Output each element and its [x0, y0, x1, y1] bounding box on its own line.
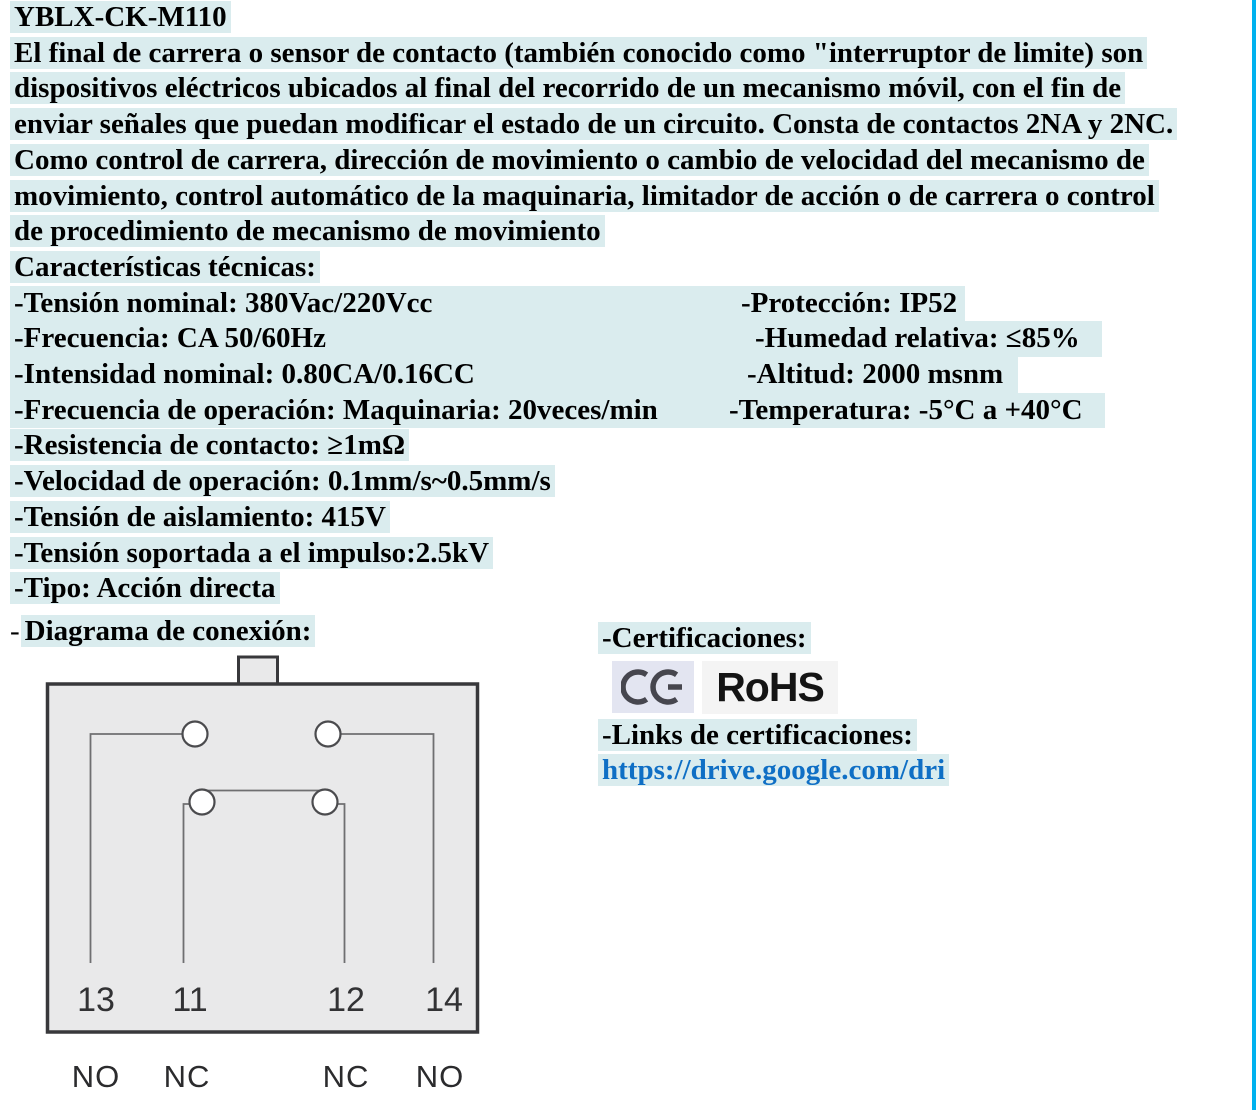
- certifications-section: [598, 621, 949, 789]
- spec-row: -Tipo: Acción directa: [10, 571, 1250, 607]
- description-line: dispositivos eléctricos ubicados al final del recorrido de un mecanismo móvil, con el fin de: [10, 71, 1250, 107]
- tech-specs-heading: Características técnicas:: [10, 250, 1250, 286]
- spec-row: -Velocidad de operación: 0.1mm/s~0.5mm/s: [10, 464, 1250, 500]
- description-line: movimiento, control automático de la maquinaria, limitador de acción o de carrera o control: [10, 179, 1250, 215]
- spec-row: -Tensión de aislamiento: 415V: [10, 500, 1250, 536]
- connection-diagram-heading: - Diagrama de conexión:: [10, 614, 1250, 650]
- certification-links-heading: -Links de certificaciones:: [598, 718, 949, 754]
- ce-mark-icon: [621, 667, 685, 707]
- contact-circle: [183, 722, 208, 747]
- spec-row: [10, 357, 1018, 393]
- contact-circle: [316, 722, 341, 747]
- page-right-accent-border: [1252, 0, 1256, 1110]
- spec-right: -Altitud: 2000 msnm: [747, 358, 1004, 391]
- heading-dash: -: [10, 614, 20, 647]
- contact-type-label: NC: [322, 1059, 370, 1094]
- spec-left: -Intensidad nominal: 0.80CA/0.16CC: [14, 358, 475, 391]
- spec-right: -Temperatura: -5°C a +40°C: [729, 393, 1083, 426]
- certification-link[interactable]: https://drive.google.com/dri: [598, 754, 949, 786]
- spec-left: -Frecuencia: CA 50/60Hz: [14, 322, 326, 355]
- contact-circle: [190, 790, 215, 815]
- contact-circle: [313, 790, 338, 815]
- spec-row: [10, 321, 1102, 357]
- terminal-number: 14: [425, 981, 463, 1019]
- description-line: Como control de carrera, dirección de movimiento o cambio de velocidad del mecanismo de: [10, 143, 1250, 179]
- spec-row: [10, 286, 965, 322]
- certification-logos: [612, 661, 949, 714]
- terminal-number: 11: [172, 981, 208, 1019]
- description-line: de procedimiento de mecanismo de movimiento: [10, 214, 1250, 250]
- spec-row: -Resistencia de contacto: ≥1mΩ: [10, 428, 1250, 464]
- spec-row: [10, 393, 1105, 429]
- description-line: El final de carrera o sensor de contacto (también conocido como "interruptor de limite) son: [10, 36, 1250, 72]
- certification-link-line: [598, 753, 949, 789]
- connection-diagram: [0, 648, 520, 1110]
- main-text-column: [10, 0, 1250, 650]
- diagram-body: [48, 684, 478, 1032]
- terminal-number: 13: [77, 981, 115, 1019]
- contact-type-label: NO: [415, 1059, 465, 1094]
- spec-left: -Frecuencia de operación: Maquinaria: 20veces/min: [14, 393, 658, 426]
- contact-type-label: NC: [163, 1059, 211, 1094]
- description-line: enviar señales que puedan modificar el estado de un circuito. Consta de contactos 2NA y 2NC.: [10, 107, 1250, 143]
- spec-row: -Tensión soportada a el impulso:2.5kV: [10, 536, 1250, 572]
- ce-badge: [612, 661, 694, 713]
- product-title: YBLX-CK-M110: [10, 0, 1250, 36]
- spec-left: -Tensión nominal: 380Vac/220Vcc: [14, 286, 433, 319]
- spec-right: -Protección: IP52: [741, 286, 958, 319]
- contact-type-label: NO: [71, 1059, 121, 1094]
- rohs-badge: [702, 661, 838, 714]
- rohs-label: RoHS: [716, 663, 824, 710]
- terminal-number: 12: [327, 981, 365, 1019]
- certifications-heading: -Certificaciones:: [598, 621, 949, 657]
- spec-right: -Humedad relativa: ≤85%: [755, 322, 1080, 355]
